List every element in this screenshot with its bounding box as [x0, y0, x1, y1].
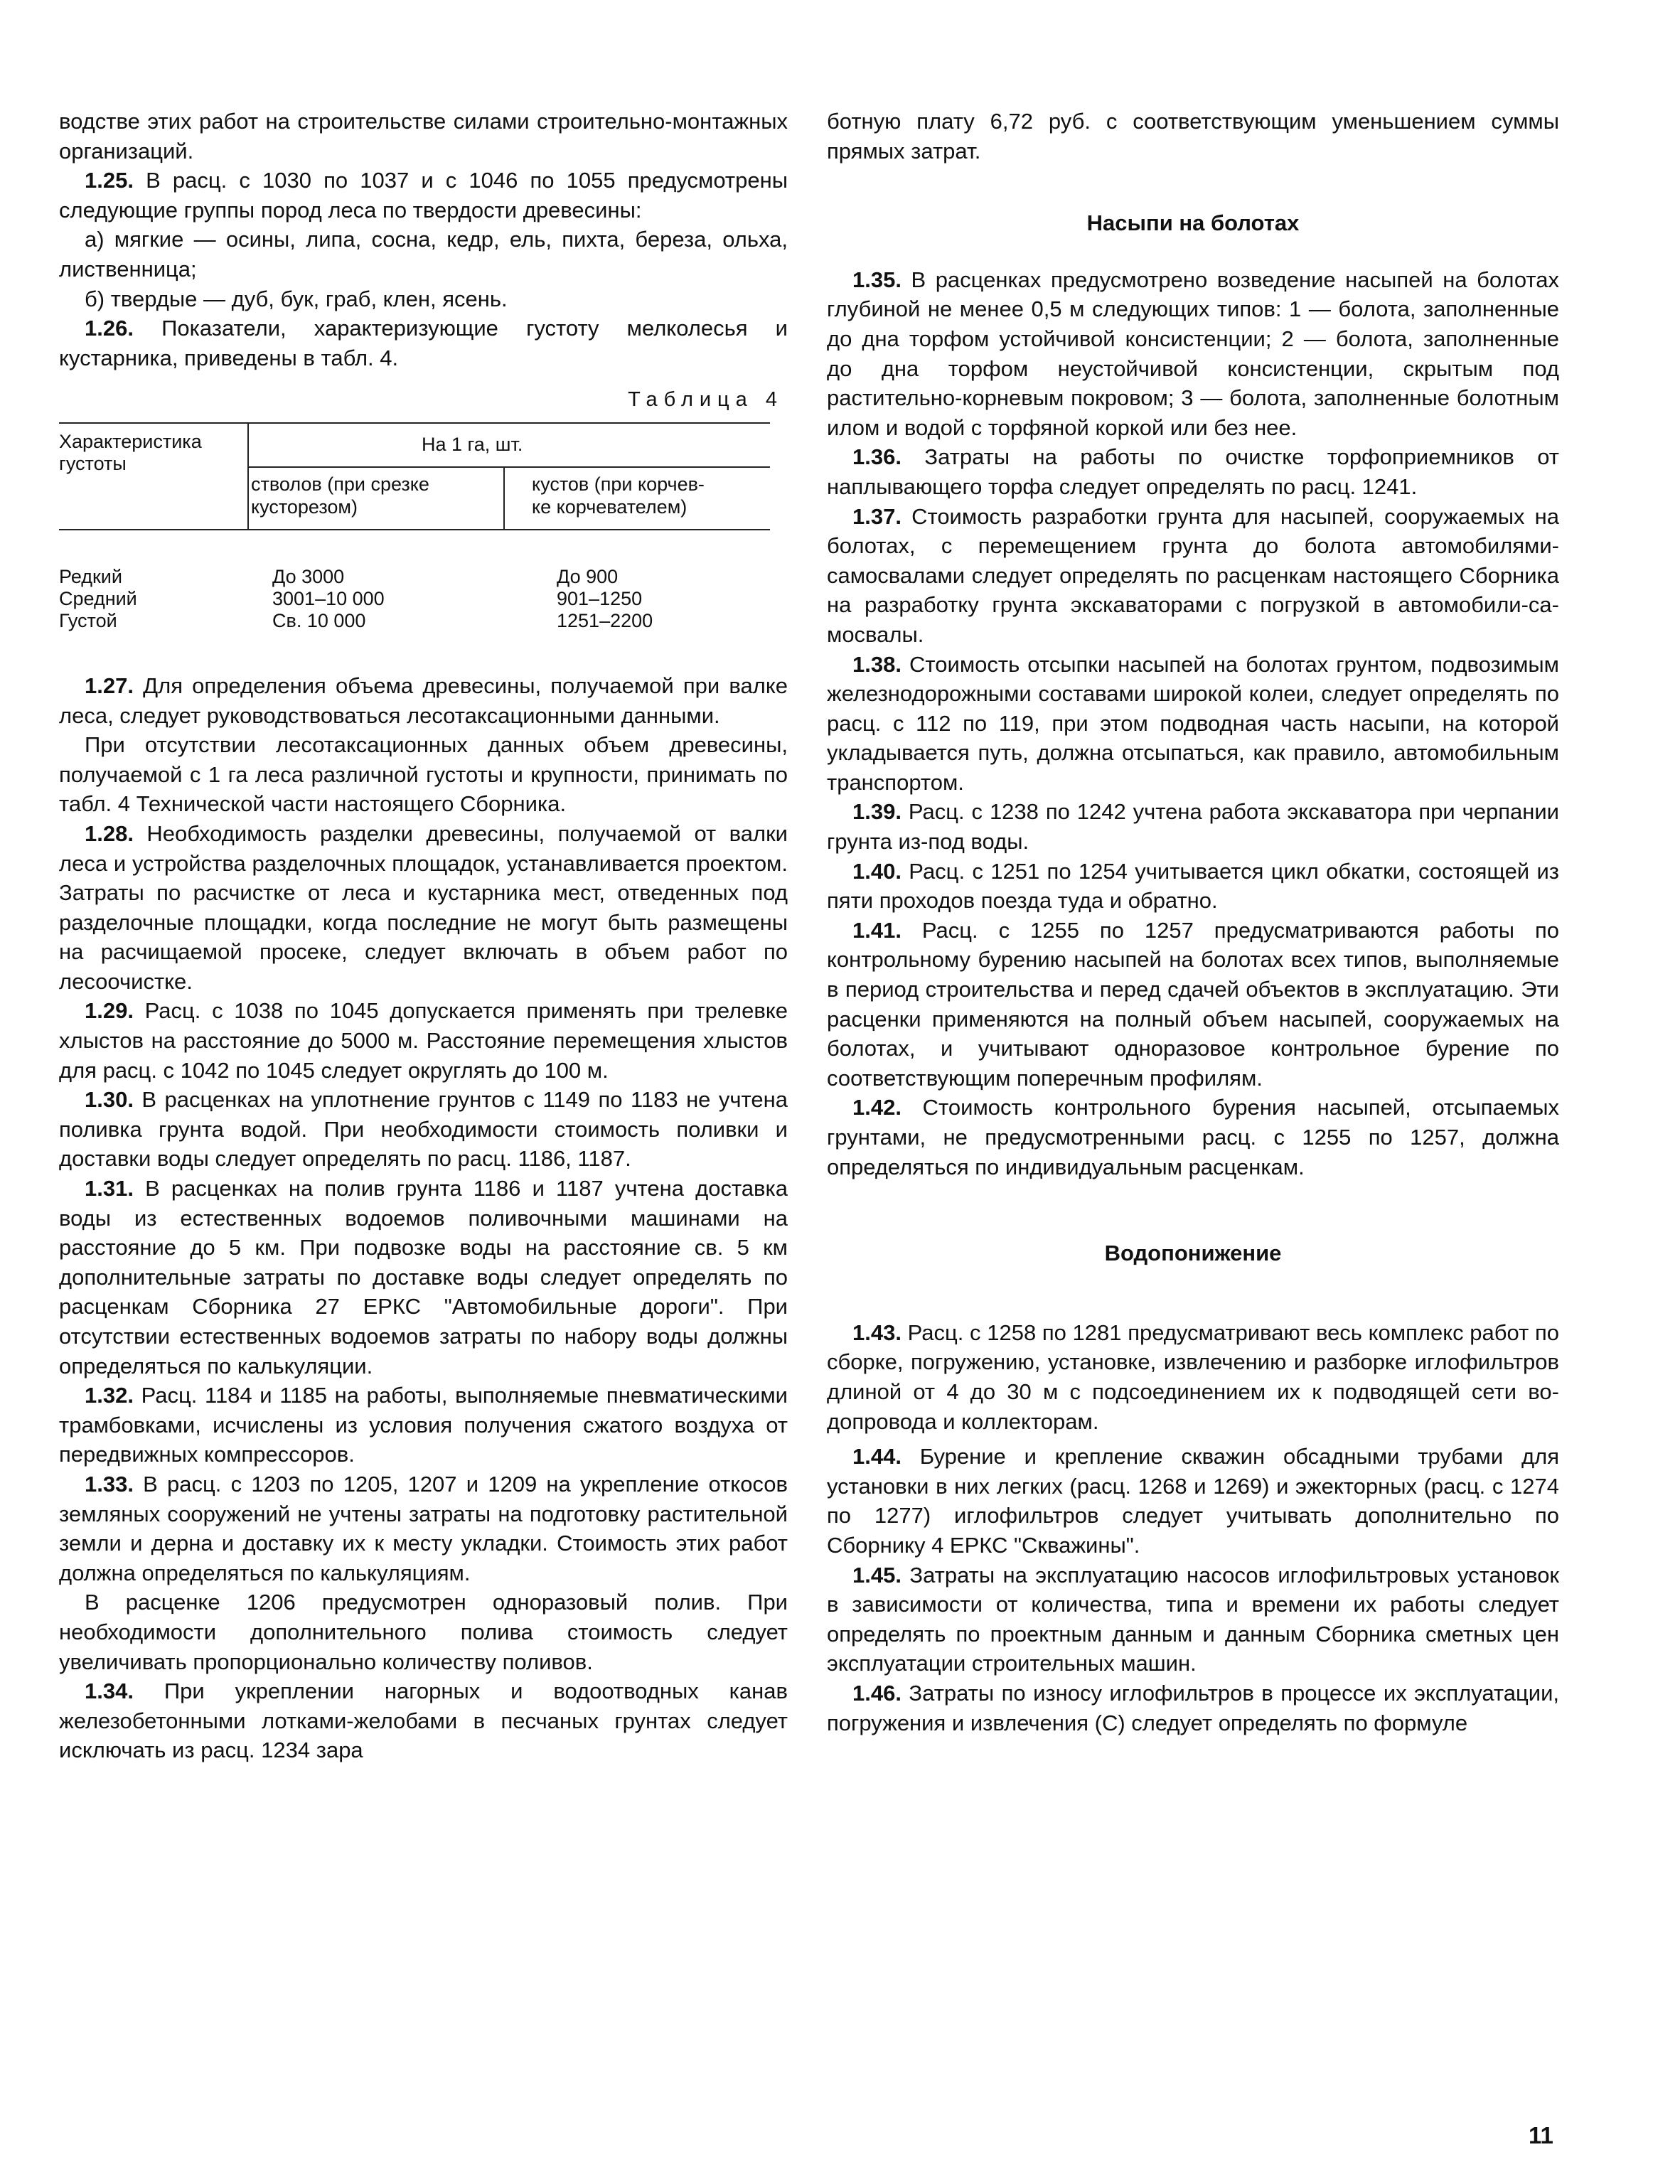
- clause-text: Стоимость разработки грунта для насыпей, сооружаемых на болотах, с перемещением грунта до болота автомобилями-самосвалами следует определять по расценкам настоящего Сборника на разработку грунта экскаваторами с погрузкой в автомобили-самосвалы.: [827, 503, 1559, 647]
- clause-text: При укреплении нагорных и водоотводных канав железобетонными лотками-желобами в песчаных грунтах следует исключать из расц. 1234 зара: [59, 1679, 788, 1763]
- table-cell-trunks: Св. 10 000: [272, 609, 366, 631]
- clause-number: 1.35.: [852, 267, 901, 292]
- paragraph-1-25: [59, 166, 788, 225]
- paragraph-1-31: [59, 1174, 788, 1381]
- paragraph-1-26: [59, 314, 788, 373]
- clause-number: 1.33.: [85, 1471, 134, 1497]
- paragraph-1-38: [827, 650, 1559, 798]
- table-header-bushes-line2: ке корчевателем): [532, 496, 687, 518]
- clause-number: 1.45.: [852, 1562, 901, 1588]
- table-4: [59, 422, 770, 714]
- clause-number: 1.39.: [852, 799, 901, 825]
- clause-text: Расц. с 1251 по 1254 учитывается цикл обкатки, состоящей из пяти проходов поезда туда и обратно.: [827, 858, 1559, 914]
- clause-text: Расц. 1184 и 1185 на работы, выполняемые пневматическими трамбовками, исчислены из условия получения сжатого воздуха от передвижных компрессоров.: [59, 1383, 788, 1467]
- clause-number: 1.40.: [852, 858, 901, 884]
- clause-number: 1.42.: [852, 1095, 901, 1120]
- table-header-bushes-line1: кустов (при корчев-: [532, 473, 705, 495]
- paragraph-intro: водстве этих работ на строительстве силами строительно-монтажных организаций.: [59, 109, 788, 164]
- right-column: [827, 107, 1559, 1738]
- paragraph-1-32: [59, 1381, 788, 1470]
- clause-number: 1.29.: [85, 998, 134, 1024]
- paragraph-1-42: [827, 1093, 1559, 1182]
- paragraph-1-46: [827, 1679, 1559, 1738]
- clause-number: 1.27.: [85, 673, 134, 698]
- clause-text: Необходимость разделки древесины, получаемой от валки леса и устройства разделочных площадок, устанавливается проектом. Затраты по расчистке от леса и кустарника мест, отведенных под разделочные площадки, когда последние не могут быть размещены на расчищаемой просеке, следует включать в объем работ по лесоочистке.: [59, 820, 788, 994]
- clause-text: В расценках предусмотрено возведение насыпей на болотах глубиной не менее 0,5 м следующих типов: 1 — болота, заполненные до дна торфом устойчивой консистенции; 2 — болота, заполненные до дна торфом неустойчивой консистенции, скрытым под растительно-корневым покровом; 3 — болота, заполненные болотным илом и водой с торфяной коркой или без нее.: [827, 267, 1559, 440]
- paragraph-1-33: [59, 1470, 788, 1588]
- clause-text: Стоимость отсыпки насыпей на болотах грунтом, подвозимым железнодорожными составами широкой колеи, следует определять по расц. с 112 по 119, при этом подводная часть насыпи, на которой укладывается путь, должна отсыпаться, как правило, автомобильным транспортом.: [827, 651, 1559, 795]
- table-cell-trunks: 3001–10 000: [272, 587, 385, 609]
- page-number: 11: [1529, 2122, 1553, 2148]
- paragraph-1-44: [827, 1442, 1559, 1560]
- clause-text: Показатели, характеризующие густоту мелколесья и кустарника, приведены в табл. 4.: [59, 316, 788, 370]
- table-caption: Таблица 4: [628, 388, 783, 412]
- clause-text: Расц. с 1258 по 1281 предусматривают весь комплекс работ по сборке, погружению, установке, извлечению и разборке иглофильтров длиной от 4 до 30 м с подсоединением их к подводящей сети водопровода и коллекторам.: [827, 1320, 1559, 1434]
- section-heading-dewatering: Водопонижение: [1104, 1241, 1282, 1266]
- clause-number: 1.37.: [852, 503, 901, 529]
- paragraph-1-45: [827, 1561, 1559, 1679]
- paragraph-1-43: [827, 1318, 1559, 1436]
- table-top-rule: [59, 422, 770, 424]
- clause-number: 1.28.: [85, 820, 134, 846]
- clause-text: В расценках на уплотнение грунтов с 1149 по 1183 не учтена поливка грунта водой. При необходимости стоимость поливки и доставки воды следует определять по расц. 1186, 1187.: [59, 1087, 788, 1172]
- paragraph-1-34-cont: ботную плату 6,72 руб. с соответствующим уменьшением суммы прямых затрат.: [827, 109, 1559, 164]
- clause-number: 1.30.: [85, 1087, 134, 1113]
- clause-number: 1.32.: [85, 1383, 134, 1408]
- paragraph-1-39: [827, 797, 1559, 856]
- paragraph-1-41: [827, 916, 1559, 1093]
- clause-text: В расц. с 1030 по 1037 и с 1046 по 1055 предусмотрены следующие группы пород леса по твердости древесины:: [59, 168, 788, 223]
- table-header-group: На 1 га, шт.: [422, 433, 523, 455]
- clause-number: 1.41.: [852, 917, 901, 943]
- paragraph-1-35: [827, 265, 1559, 443]
- paragraph-1-37: [827, 502, 1559, 650]
- list-item-soft-wood: а) мягкие — осины, липа, сосна, кедр, ель, пихта, береза, ольха, лиственница;: [59, 227, 788, 282]
- clause-number: 1.31.: [85, 1176, 134, 1201]
- table-cell-bushes: 901–1250: [557, 587, 643, 609]
- clause-number: 1.43.: [852, 1320, 901, 1345]
- table-header-divider-vertical: [247, 422, 249, 529]
- clause-number: 1.44.: [852, 1444, 901, 1470]
- paragraph-1-33-cont: В расценке 1206 предусмотрен одноразовый полив. При необходимости дополнительного полива стоимость следует увеличивать пропорционально количеству поливов.: [59, 1590, 788, 1674]
- section-heading-swamp-embankments: Насыпи на болотах: [1086, 210, 1300, 236]
- clause-text: Бурение и крепление скважин обсадными трубами для установки в них легких (расц. 1268 и 1269) и эжекторных (расц. с 1274 по 1277) иглофильтров следует учитывать дополнительно по Сборнику 4 ЕРКС "Скважины".: [827, 1444, 1559, 1558]
- clause-number: 1.25.: [85, 168, 134, 193]
- clause-number: 1.26.: [85, 316, 134, 341]
- clause-number: 1.34.: [85, 1679, 134, 1704]
- paragraph-1-29: [59, 996, 788, 1085]
- table-header-density-line2: густоты: [59, 452, 127, 474]
- clause-text: В расц. с 1203 по 1205, 1207 и 1209 на укрепление откосов земляных сооружений не учтены затраты на подготовку растительной земли и дерна и доставку их к месту укладки. Стоимость этих работ должна определяться по калькуляциям.: [59, 1471, 788, 1585]
- paragraph-1-27-cont: При отсутствии лесотаксационных данных объем древесины, получаемой с 1 га леса различной густоты и крупности, принимать по табл. 4 Технической части настоящего Сборника.: [59, 732, 788, 817]
- table-cell-density: Густой: [59, 609, 117, 631]
- table-header-density-line1: Характеристика: [59, 430, 202, 452]
- table-header-trunks-line2: кусторезом): [251, 496, 358, 518]
- paragraph-1-28: [59, 819, 788, 997]
- table-cell-bushes: 1251–2200: [557, 609, 653, 631]
- paragraph-1-30: [59, 1085, 788, 1174]
- table-header-trunks-line1: стволов (при срезке: [251, 473, 429, 495]
- list-item-hard-wood: б) твердые — дуб, бук, граб, клен, ясень.: [85, 286, 508, 311]
- clause-text: Затраты по износу иглофильтров в процессе их эксплуатации, погружения и извлечения (С) следует определять по формуле: [827, 1680, 1559, 1735]
- table-cell-density: Редкий: [59, 565, 122, 587]
- clause-text: Затраты на эксплуатацию насосов иглофильтровых установок в зависимости от количества, типа и времени их работы следует определять по проектным данным и данным Сборника сметных цен эксплуатации строительных машин.: [827, 1562, 1559, 1676]
- paragraph-1-40: [827, 857, 1559, 916]
- clause-text: Расц. с 1255 по 1257 предусматриваются работы по контрольному бурению насыпей на болотах всех типов, выполняемые в период строительства и перед сдачей объектов в эксплуатацию. Эти расценки применяются на полный объем насыпей, сооружаемых на болотах, и учитывают одноразовое контрольное бурение по соответствующим поперечным профилям.: [827, 917, 1559, 1091]
- table-header-bottom-rule: [59, 529, 770, 530]
- paragraph-1-34: [59, 1676, 788, 1765]
- clause-text: Расц. с 1238 по 1242 учтена работа экскаватора при черпании грунта из-под воды.: [827, 799, 1559, 855]
- clause-text: Расц. с 1038 по 1045 допускается применять при трелевке хлыстов на расстояние до 5000 м. Расстояние перемещения хлыстов для расц. с 1042 по 1045 следует округлять до 100 м.: [59, 998, 788, 1083]
- clause-text: Затраты на работы по очистке торфоприемников от наплывающего торфа следует определять по расц. 1241.: [827, 444, 1559, 499]
- table-cell-density: Средний: [59, 587, 137, 609]
- clause-text: Для определения объема древесины, получаемой при валке леса, следует руководствоваться лесотаксационными данными.: [59, 673, 788, 728]
- clause-text: В расценках на полив грунта 1186 и 1187 учтена доставка воды из естественных водоемов поливочными машинами на расстояние до 5 км. При подвозке воды на расстояние св. 5 км дополнительные затраты по доставке воды следует определять по расценкам Сборника 27 ЕРКС "Автомобильные дороги". При отсутствии естественных водоемов затраты по набору воды должны определяться по калькуляции.: [59, 1176, 788, 1379]
- clause-number: 1.46.: [852, 1680, 901, 1706]
- table-cell-bushes: До 900: [557, 565, 619, 587]
- table-group-rule: [249, 466, 770, 468]
- table-subheader-divider-vertical: [503, 466, 505, 529]
- left-column: [59, 107, 788, 1765]
- paragraph-1-36: [827, 442, 1559, 501]
- clause-number: 1.38.: [852, 651, 901, 677]
- table-cell-trunks: До 3000: [272, 565, 345, 587]
- clause-text: Стоимость контрольного бурения насыпей, отсыпаемых грунтами, не предусмотренными расц. с 1255 по 1257, должна определяться по индивидуальным расценкам.: [827, 1095, 1559, 1179]
- clause-number: 1.36.: [852, 444, 901, 470]
